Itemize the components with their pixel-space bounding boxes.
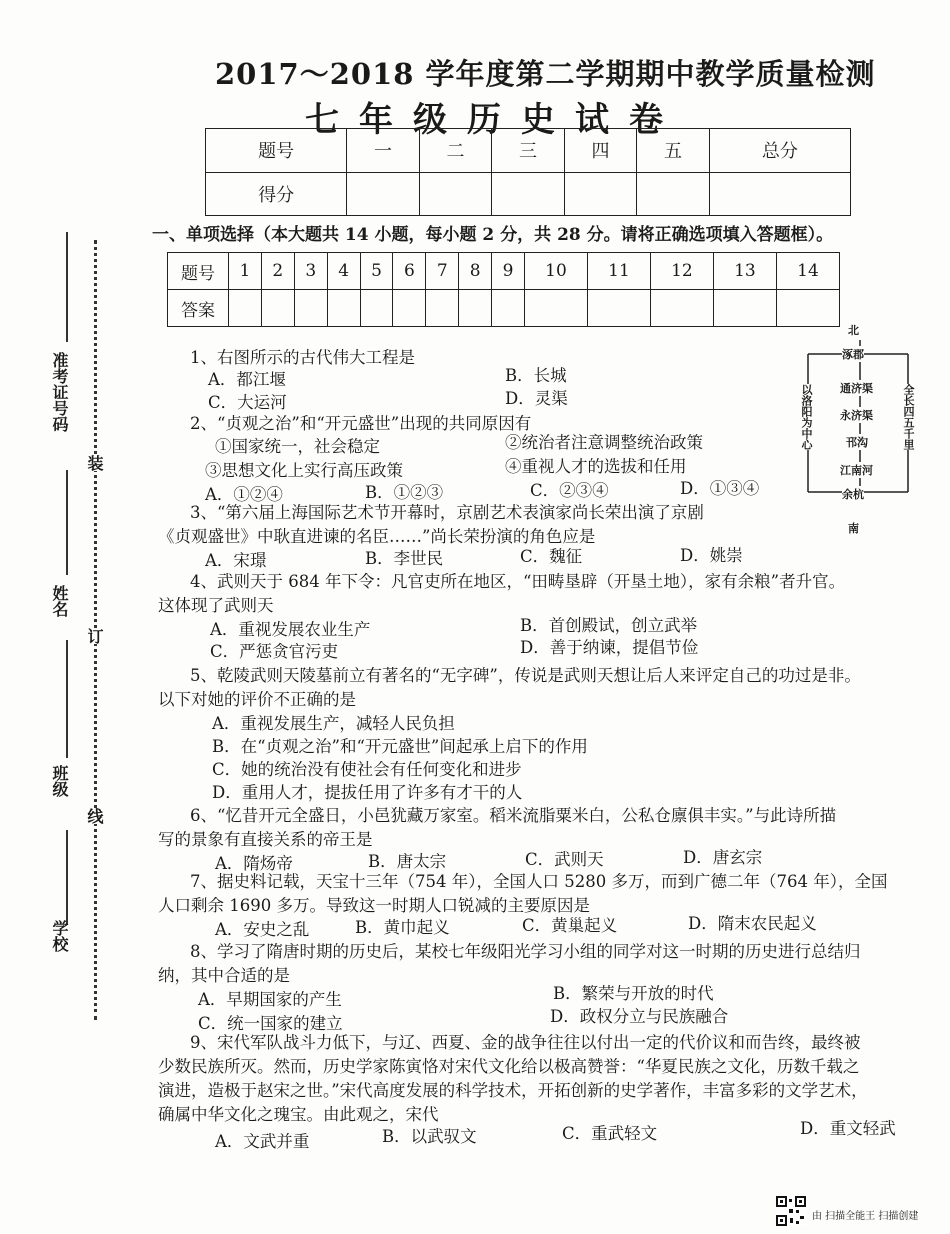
- q4-option-d: D．善于纳谏，提倡节俭: [520, 638, 699, 657]
- q6-stem-2: 写的景象有直接关系的帝王是: [158, 830, 373, 849]
- score-blank[interactable]: [492, 172, 565, 216]
- q3-stem-2: 《贞观盛世》中耿直进谏的名臣……”尚长荣扮演的角色应是: [158, 527, 596, 546]
- q1-option-a: A．都江堰: [208, 370, 286, 389]
- answer-number: 11: [587, 253, 650, 290]
- q1-option-b: B．长城: [505, 366, 567, 385]
- q4-stem-1: 4、武则天于 684 年下令：凡官吏所在地区，“田畴垦辟（开垦土地），家有余粮”者升官。: [190, 572, 846, 591]
- score-blank[interactable]: [709, 172, 850, 216]
- ding-mark: 订: [85, 628, 104, 644]
- q2-item-2: ②统治者注意调整统治政策: [505, 433, 703, 452]
- q5-option-d: D．重用人才，提拔任用了许多有才干的人: [212, 783, 523, 802]
- q9-stem-2: 少数民族所灭。然而，历史学家陈寅恪对宋代文化给以极高赞誉：“华夏民族之文化，历数千载之: [158, 1057, 860, 1076]
- name-underline: [66, 470, 68, 575]
- map-yongji: 永济渠: [840, 409, 873, 422]
- score-cell: 一: [347, 129, 420, 173]
- score-cell: 题号: [206, 129, 347, 173]
- grand-canal-map: [798, 322, 918, 537]
- q8-option-d: D．政权分立与民族融合: [550, 1007, 729, 1026]
- exam-subtitle: 七年级历史试卷: [305, 100, 683, 140]
- map-left-text: 以洛阳为中心: [800, 384, 813, 450]
- q7-stem-1: 7、据史料记载，天宝十三年（754 年），全国人口 5280 多万，而到广德二年（764 年），全国: [190, 872, 888, 891]
- q6-option-a: A．隋炀帝: [215, 854, 293, 873]
- answer-blank[interactable]: [229, 290, 262, 327]
- score-table: [205, 128, 851, 216]
- exam-id-underline: [66, 232, 68, 342]
- answer-number: 6: [393, 253, 426, 290]
- answer-label-cell: 答案: [168, 290, 229, 327]
- q9-option-c: C．重武轻文: [562, 1124, 658, 1143]
- answer-number: 10: [525, 253, 588, 290]
- answer-blank[interactable]: [525, 290, 588, 327]
- answer-number: 13: [713, 253, 776, 290]
- qr-code-icon: [776, 1196, 806, 1226]
- school-label: 学校: [50, 920, 69, 952]
- q9-option-b: B．以武驭文: [382, 1127, 477, 1146]
- score-blank[interactable]: [419, 172, 492, 216]
- q8-option-b: B．繁荣与开放的时代: [553, 984, 714, 1003]
- q8-stem-2: 纳，其中合适的是: [158, 966, 290, 985]
- q2-stem: 2、“贞观之治”和“开元盛世”出现的共同原因有: [190, 414, 532, 433]
- q1-option-d: D．灵渠: [505, 389, 568, 408]
- map-yuhang: 余杭: [842, 488, 864, 501]
- answer-blank[interactable]: [459, 290, 492, 327]
- q2-option-a: A．①②④: [205, 485, 283, 504]
- answer-number: 3: [294, 253, 327, 290]
- score-cell: 四: [564, 129, 637, 173]
- q8-option-a: A．早期国家的产生: [198, 990, 342, 1009]
- q2-item-1: ①国家统一，社会稳定: [215, 437, 380, 456]
- name-label: 姓名: [50, 585, 69, 617]
- q8-option-c: C．统一国家的建立: [198, 1014, 343, 1033]
- q9-stem-1: 9、宋代军队战斗力低下，与辽、西夏、金的战争往往以付出一定的代价议和而告终，最终被: [190, 1033, 861, 1052]
- score-cell: 二: [419, 129, 492, 173]
- q6-option-b: B．唐太宗: [368, 852, 447, 871]
- answer-blank[interactable]: [327, 290, 360, 327]
- score-cell: 三: [492, 129, 565, 173]
- xian-mark: 线: [85, 808, 104, 824]
- q9-stem-4: 确属中华文化之瑰宝。由此观之，宋代: [158, 1105, 439, 1124]
- score-blank[interactable]: [637, 172, 710, 216]
- score-label-cell: 得分: [206, 172, 347, 216]
- answer-number: 4: [327, 253, 360, 290]
- q7-option-b: B．黄巾起义: [355, 918, 450, 937]
- q9-option-a: A．文武并重: [215, 1132, 310, 1151]
- answer-blank[interactable]: [650, 290, 713, 327]
- answer-blank[interactable]: [360, 290, 393, 327]
- q7-stem-2: 人口剩余 1690 多万。导致这一时期人口锐减的主要原因是: [158, 896, 590, 915]
- q2-option-d: D．①③④: [680, 479, 760, 498]
- q4-option-a: A．重视发展农业生产: [210, 620, 371, 639]
- map-tongji: 通济渠: [840, 382, 873, 395]
- q3-option-c: C．魏征: [520, 547, 583, 566]
- answer-blank-row: [168, 290, 840, 327]
- answer-number: 12: [650, 253, 713, 290]
- map-jiangnan: 江南河: [840, 464, 873, 477]
- answer-number: 7: [426, 253, 459, 290]
- exam-id-label: 准考证号码: [50, 352, 69, 432]
- scanner-watermark: 由 扫描全能王 扫描创建: [812, 1211, 919, 1222]
- map-right-text: 全长四五千里: [902, 384, 915, 450]
- map-zhuojun: 涿郡: [842, 348, 864, 361]
- answer-blank[interactable]: [776, 290, 839, 327]
- class-underline: [66, 640, 68, 758]
- answer-number: 5: [360, 253, 393, 290]
- answer-number: 8: [459, 253, 492, 290]
- q2-option-c: C．②③④: [530, 481, 609, 500]
- q5-option-a: A．重视发展生产，减轻人民负担: [212, 714, 455, 733]
- answer-blank[interactable]: [426, 290, 459, 327]
- zhuang-mark: 装: [85, 455, 104, 471]
- q9-stem-3: 演进，造极于赵宋之世。”宋代高度发展的科学技术，开拓创新的史学著作，丰富多彩的文学艺术，: [158, 1081, 868, 1100]
- score-value-row: [206, 172, 851, 216]
- map-hangou: 邗沟: [846, 436, 868, 449]
- map-south: 南: [848, 522, 859, 535]
- q9-option-d: D．重文轻武: [800, 1119, 896, 1138]
- answer-table: [167, 252, 840, 327]
- q2-item-4: ④重视人才的选拔和任用: [505, 457, 687, 476]
- q7-option-a: A．安史之乱: [215, 920, 310, 939]
- score-blank[interactable]: [564, 172, 637, 216]
- q4-option-b: B．首创殿试，创立武举: [520, 616, 698, 635]
- q3-option-d: D．姚崇: [680, 546, 743, 565]
- q6-option-c: C．武则天: [525, 850, 604, 869]
- q6-stem-1: 6、“忆昔开元全盛日，小邑犹藏万家室。稻米流脂粟米白，公私仓廪俱丰实。”与此诗所描: [190, 806, 837, 825]
- answer-blank[interactable]: [294, 290, 327, 327]
- answer-blank[interactable]: [713, 290, 776, 327]
- q5-stem-2: 以下对她的评价不正确的是: [158, 690, 356, 709]
- q1-stem: 1、右图所示的古代伟大工程是: [190, 348, 415, 367]
- score-cell: 五: [637, 129, 710, 173]
- score-cell: 总分: [709, 129, 850, 173]
- q3-stem-1: 3、“第六届上海国际艺术节开幕时，京剧艺术表演家尚长荣出演了京剧: [190, 503, 704, 522]
- q2-option-b: B．①②③: [365, 483, 444, 502]
- q8-stem-1: 8、学习了隋唐时期的历史后，某校七年级阳光学习小组的同学对这一时期的历史进行总结归: [190, 942, 861, 961]
- answer-label-cell: 题号: [168, 253, 229, 290]
- q1-option-c: C．大运河: [208, 393, 287, 412]
- answer-number: 14: [776, 253, 839, 290]
- q5-option-c: C．她的统治没有使社会有任何变化和进步: [212, 760, 522, 779]
- answer-number: 2: [261, 253, 294, 290]
- answer-blank[interactable]: [261, 290, 294, 327]
- score-header-row: [206, 129, 851, 173]
- q5-option-b: B．在“贞观之治”和“开元盛世”间起承上启下的作用: [212, 737, 588, 756]
- q2-item-3: ③思想文化上实行高压政策: [205, 461, 403, 480]
- q4-stem-2: 这体现了武则天: [158, 596, 274, 615]
- q7-option-d: D．隋末农民起义: [688, 914, 817, 933]
- answer-blank[interactable]: [393, 290, 426, 327]
- q5-stem-1: 5、乾陵武则天陵墓前立有著名的“无字碑”，传说是武则天想让后人来评定自己的功过是非。: [190, 666, 861, 685]
- q7-option-c: C．黄巢起义: [522, 916, 618, 935]
- answer-blank[interactable]: [587, 290, 650, 327]
- q6-option-d: D．唐玄宗: [683, 848, 763, 867]
- answer-number: 9: [492, 253, 525, 290]
- exam-title: 2017～2018 学年度第二学期期中教学质量检测: [215, 57, 876, 91]
- map-north: 北: [848, 324, 859, 337]
- q3-option-a: A．宋璟: [205, 551, 267, 570]
- answer-number: 1: [229, 253, 262, 290]
- score-blank[interactable]: [347, 172, 420, 216]
- answer-number-row: [168, 253, 840, 290]
- q3-option-b: B．李世民: [365, 549, 444, 568]
- answer-blank[interactable]: [492, 290, 525, 327]
- section1-heading: 一、单项选择（本大题共 14 小题，每小题 2 分，共 28 分。请将正确选项填入答题框）。: [152, 225, 834, 245]
- q4-option-c: C．严惩贪官污吏: [210, 642, 339, 661]
- school-underline: [66, 830, 68, 925]
- class-label: 班级: [50, 765, 69, 797]
